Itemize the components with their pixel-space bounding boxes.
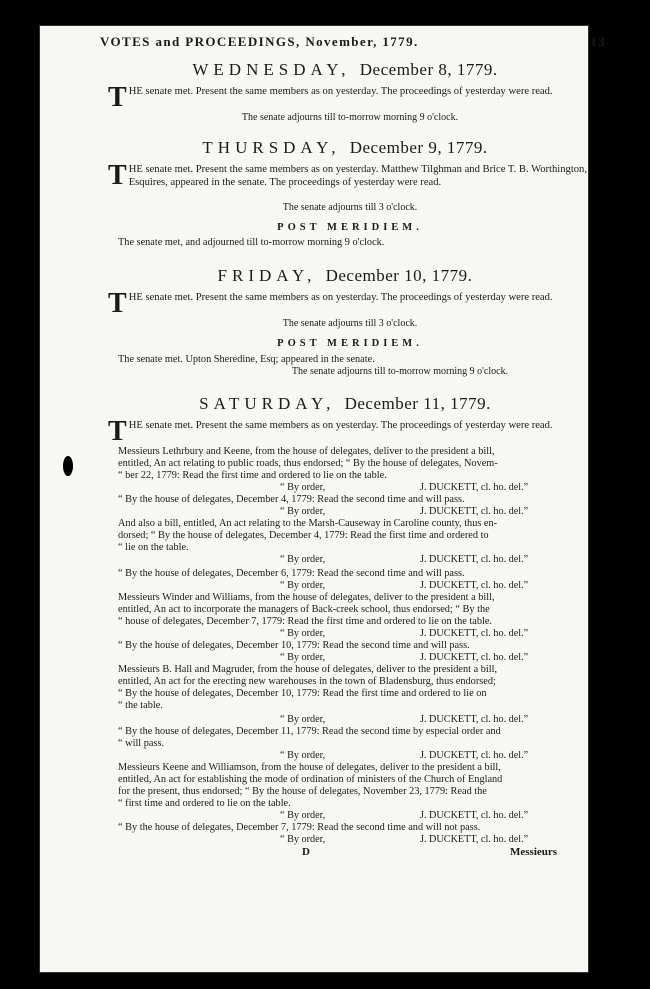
day-heading-wednesday [100,60,590,80]
text-line: “ first time and ordered to lie on the table. [118,798,291,809]
day-heading-thursday [100,138,590,158]
paragraph-text: HE senate met. Present the same members as on yesterday. The proceedings of yesterday were read. [128,292,553,303]
ink-blot [63,456,73,476]
text-line: “ By the house of delegates, December 11, 1779: Read the second time by especial order and [118,726,501,737]
clerk-signature: J. DUCKETT, cl. ho. del.” [420,506,529,517]
by-order: “ By order, [280,554,326,565]
text-line: entitled, An act for establishing the mode of ordination of ministers of the Church of England [118,774,503,785]
by-order: “ By order, [280,506,326,517]
signature-line [280,810,600,821]
page-number: 13 [590,34,606,49]
by-order: “ By order, [280,482,326,493]
by-order: “ By order, [280,810,326,821]
by-order: “ By order, [280,580,326,591]
text-line: “ will pass. [118,738,165,749]
signature-line [280,714,600,725]
text-line: entitled, An act to incorporate the managers of Back-creek school, thus endorsed; “ By the [118,604,490,615]
text-line: “ By the house of delegates, December 4, 1779: Read the second time and will pass. [118,494,465,505]
day-name: WEDNESDAY, [192,60,351,79]
signature-mark: D [302,846,310,858]
clerk-signature: J. DUCKETT, cl. ho. del.” [420,714,529,725]
day-heading-saturday [100,394,590,414]
clerk-signature: J. DUCKETT, cl. ho. del.” [420,652,529,663]
paragraph-text: HE senate met. Present the same members as on yesterday. The proceedings of yesterday were read. [128,86,553,97]
signature-line [280,506,600,517]
by-order: “ By order, [280,652,326,663]
signature-line [280,750,600,761]
adjourn-note: The senate adjourns till 3 o'clock. [282,318,418,329]
day-name: SATURDAY, [199,394,336,413]
signature-line [280,482,600,493]
paragraph-wednesday [108,82,600,113]
adjourn-note: The senate adjourns till to-morrow morning 9 o'clock. [241,112,459,123]
by-order: “ By order, [280,834,326,845]
clerk-signature: J. DUCKETT, cl. ho. del.” [420,628,529,639]
text-line: dorsed; “ By the house of delegates, December 4, 1779: Read the first time and ordered to [118,530,489,541]
post-meridiem-heading: POST MERIDIEM. [277,222,423,233]
by-order: “ By order, [280,750,326,761]
clerk-signature: J. DUCKETT, cl. ho. del.” [420,580,529,591]
document-page [40,26,606,972]
drop-cap: T [108,82,127,113]
by-order: “ By order, [280,628,326,639]
day-heading-friday [100,266,590,286]
post-meridiem-heading: POST MERIDIEM. [277,338,423,349]
day-date: December 10, 1779. [325,266,473,285]
text-line: “ By the house of delegates, December 7, 1779: Read the second time and will not pass. [118,822,481,833]
day-name: THURSDAY, [202,138,341,157]
paragraph-text: HE senate met. Present the same members as on yesterday. The proceedings of yesterday were read. [128,420,553,431]
clerk-signature: J. DUCKETT, cl. ho. del.” [420,750,529,761]
clerk-signature: J. DUCKETT, cl. ho. del.” [420,834,529,845]
running-head-title: VOTES and PROCEEDINGS, November, 1779. [100,34,419,49]
clerk-signature: J. DUCKETT, cl. ho. del.” [420,482,529,493]
clerk-signature: J. DUCKETT, cl. ho. del.” [420,810,529,821]
day-name: FRIDAY, [217,266,317,285]
paragraph-text: HE senate met. Present the same members as on yesterday. Matthew Tilghman and Brice T. B. Worthington, Esquires, appeared in the senate. The proceedings of yesterday were read. [128,164,588,188]
text-line: “ By the house of delegates, December 10, 1779: Read the first time and ordered to lie on [118,688,487,699]
adjourn-note: The senate adjourns till to-morrow morning 9 o'clock. [291,366,509,377]
signature-line [280,628,600,639]
drop-cap: T [108,416,127,447]
text-line: “ By the house of delegates, December 6, 1779: Read the second time and will pass. [118,568,465,579]
text-line: “ lie on the table. [118,542,189,553]
paragraph-saturday [108,416,600,447]
signature-line [280,554,600,565]
day-date: December 9, 1779. [349,138,488,157]
day-date: December 11, 1779. [344,394,491,413]
text-line: entitled, An act relating to public roads, thus endorsed; “ By the house of delegates, Novem- [118,458,498,469]
drop-cap: T [108,160,127,191]
text-line: Messieurs Winder and Williams, from the house of delegates, deliver to the president a bill, [118,592,495,603]
text-line: Messieurs Lethrbury and Keene, from the house of delegates, deliver to the president a bill, [118,446,495,457]
text-line: “ By the house of delegates, December 10, 1779: Read the second time and will pass. [118,640,470,651]
text-line: And also a bill, entitled, An act relating to the Marsh-Causeway in Caroline county, thus en- [118,518,498,529]
text-line: “ house of delegates, December 7, 1779: Read the first time and ordered to lie on the table. [118,616,492,627]
adjourn-note: The senate adjourns till 3 o'clock. [282,202,418,213]
text-line: “ ber 22, 1779: Read the first time and ordered to lie on the table. [118,470,387,481]
drop-cap: T [108,288,127,319]
text-line: Messieurs B. Hall and Magruder, from the house of delegates, deliver to the president a bill, [118,664,498,675]
text-line: for the present, thus endorsed; “ By the house of delegates, November 23, 1779: Read the [118,786,487,797]
running-head [100,34,620,50]
text-line: Messieurs Keene and Williamson, from the house of delegates, deliver to the president a bill, [118,762,501,773]
day-date: December 8, 1779. [359,60,498,79]
paragraph-friday [108,288,600,319]
signature-line [280,652,600,663]
text-line: “ the table. [118,700,163,711]
by-order: “ By order, [280,714,326,725]
signature-line [280,834,600,845]
text-line: entitled, An act for the erecting new warehouses in the town of Bladensburg, thus endorsed; [118,676,496,687]
clerk-signature: J. DUCKETT, cl. ho. del.” [420,554,529,565]
post-meridiem-text: The senate met, and adjourned till to-morrow morning 9 o'clock. [118,237,385,248]
signature-line [280,580,600,591]
paragraph-thursday [108,160,600,191]
catchword: Messieurs [510,846,558,858]
post-meridiem-text: The senate met. Upton Sheredine, Esq; appeared in the senate. [118,354,375,365]
